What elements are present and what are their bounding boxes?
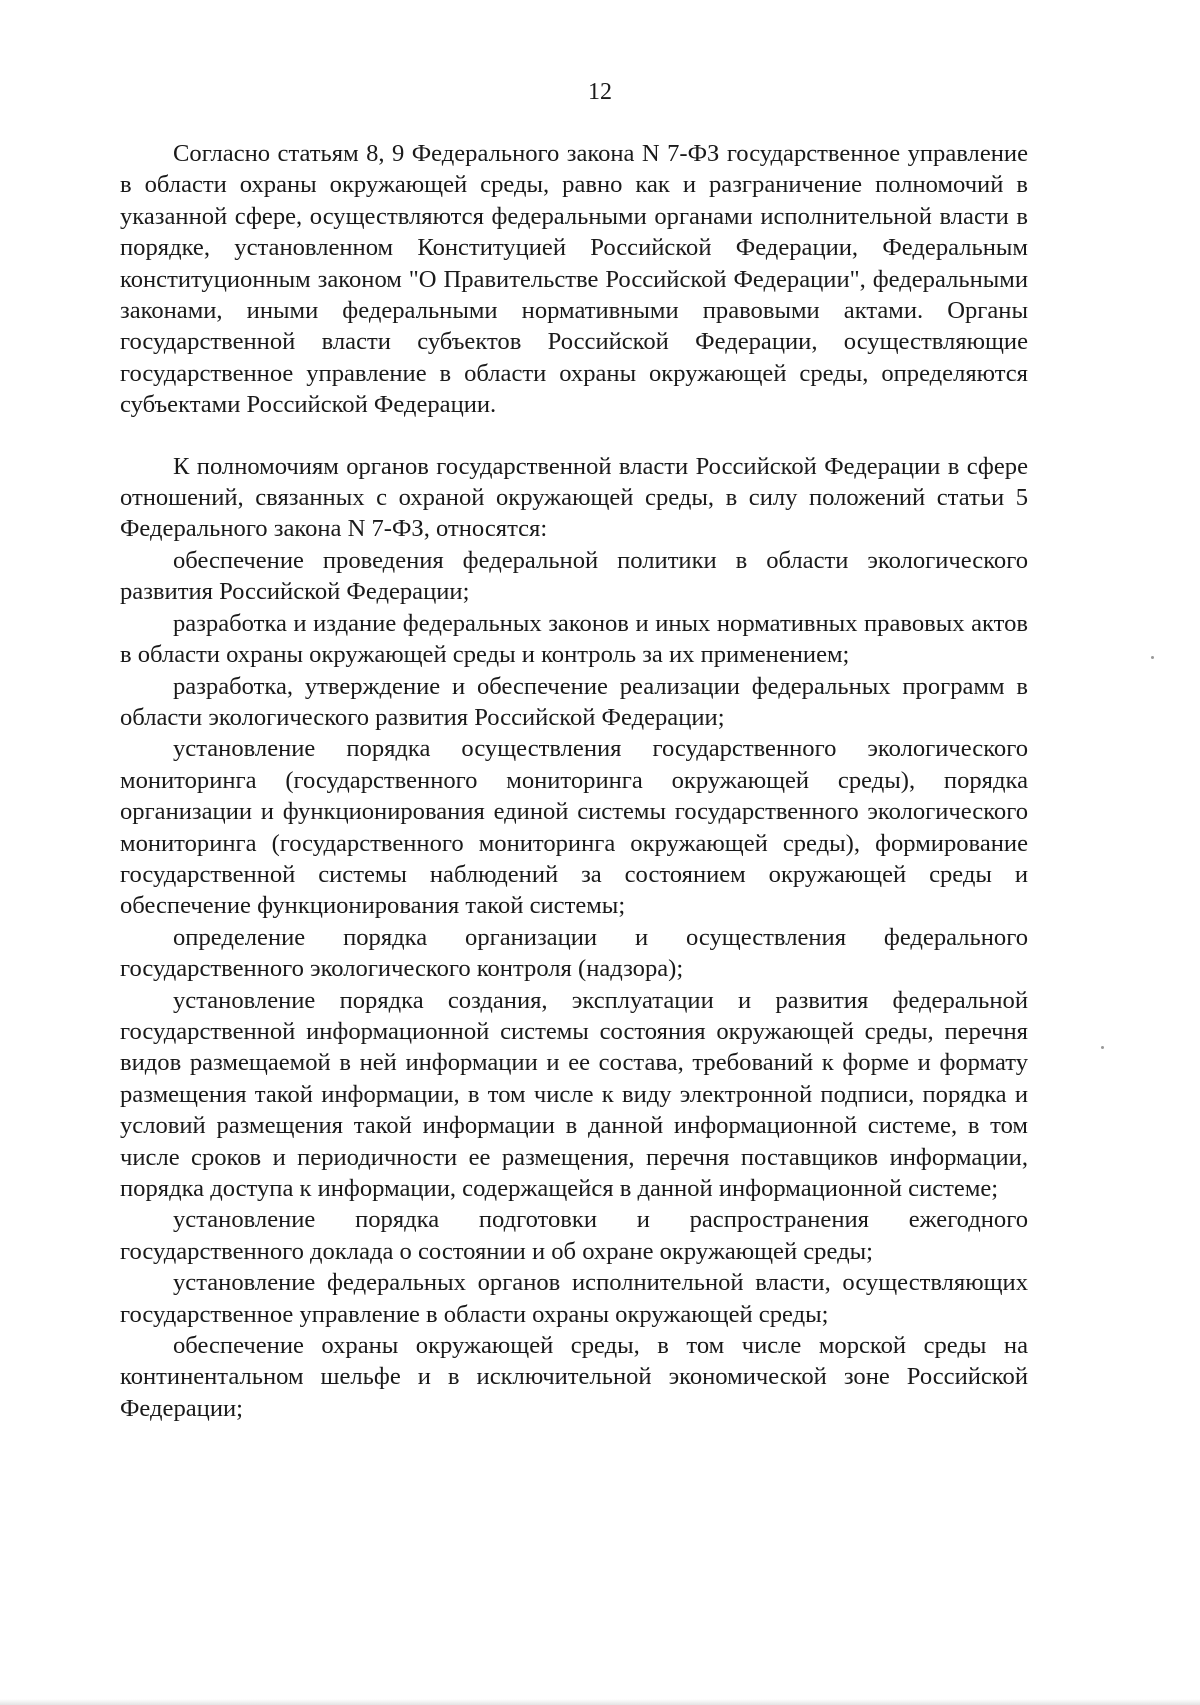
- list-item-federal-policy: обеспечение проведения федеральной политики в области экологического развития Российской Федерации;: [120, 546, 1028, 606]
- list-item-monitoring: установление порядка осуществления государственного экологического мониторинга (государственного мониторинга окружающей среды), порядка организации и функционирования единой системы государственного экологического мониторинга (государственного мониторинга окружающей среды), формирование государственной системы наблюдений за состоянием окружающей среды и обеспечение функционирования такой системы;: [120, 735, 1028, 920]
- list-item-control: определение порядка организации и осуществления федерального государственного экологического контроля (надзора);: [120, 923, 1028, 983]
- scan-speck: [1151, 656, 1154, 659]
- list-item-executive-bodies: установление федеральных органов исполнительной власти, осуществляющих государственное управление в области охраны окружающей среды;: [120, 1269, 1028, 1328]
- paragraph-governance: Согласно статьям 8, 9 Федерального закона N 7-ФЗ государственное управление в области охраны окружающей среды, равно как и разграничение полномочий в указанной сфере, осуществляются федеральными органами исполнительной власти в порядке, установленном Конституцией Российской Федерации, Федеральным конституционным законом "О Правительстве Российской Федерации", федеральными законами, иными федеральными нормативными правовыми актами. Органы государственной власти субъектов Российской Федерации, осуществляющие государственное управление в области охраны окружающей среды, определяются субъектами Российской Федерации.: [120, 140, 1028, 419]
- document-body: [120, 138, 1028, 1424]
- list-item-annual-report: установление порядка подготовки и распространения ежегодного государственного доклада о состоянии и об охране окружающей среды;: [120, 1206, 1028, 1265]
- paragraph-powers-intro: К полномочиям органов государственной власти Российской Федерации в сфере отношений, связанных с охраной окружающей среды, в силу положений статьи 5 Федерального закона N 7-ФЗ, относятся:: [120, 452, 1028, 543]
- scan-speck: [1101, 1046, 1104, 1049]
- page-number: 12: [588, 79, 612, 105]
- list-item-information-system: установление порядка создания, эксплуатации и развития федеральной государственной информационной системы состояния окружающей среды, перечня видов размещаемой в ней информации и ее состава, требований к форме и формату размещения такой информации, в том числе к виду электронной подписи, порядка и условий размещения такой информации в данной информационной системе, в том числе сроков и периодичности ее размещения, перечня поставщиков информации, порядка доступа к информации, содержащейся в данной информационной системе;: [120, 986, 1028, 1202]
- list-item-programs: разработка, утверждение и обеспечение реализации федеральных программ в области экологического развития Российской Федерации;: [120, 672, 1028, 731]
- list-item-marine-protection: обеспечение охраны окружающей среды, в том числе морской среды на континентальном шельфе и в исключительной экономической зоне Российской Федерации;: [120, 1332, 1028, 1422]
- scan-bottom-edge: [0, 1699, 1200, 1705]
- list-item-laws: разработка и издание федеральных законов и иных нормативных правовых актов в области охраны окружающей среды и контроль за их применением;: [120, 609, 1028, 669]
